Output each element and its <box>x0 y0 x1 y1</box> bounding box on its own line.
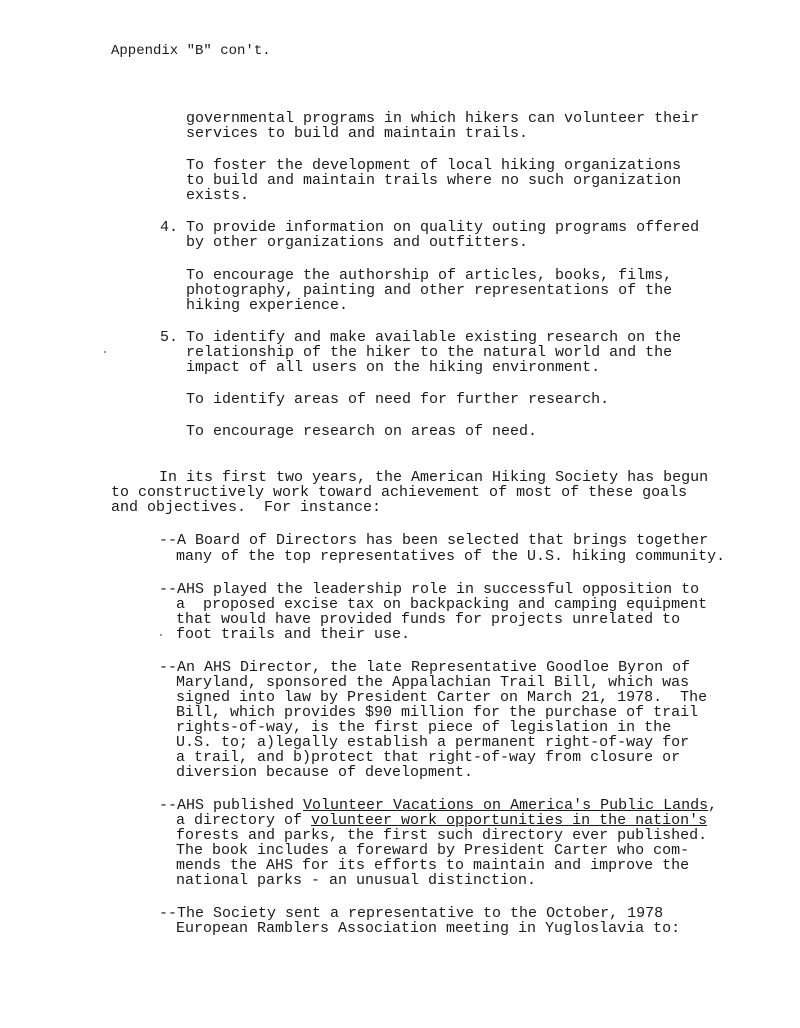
text-line: --An AHS Director, the late Representative Goodloe Byron of <box>159 659 691 676</box>
text-segment: a directory of <box>176 812 312 829</box>
text-line: hiking experience. <box>186 297 349 314</box>
text-line: forests and parks, the first such directory ever published. <box>176 827 708 844</box>
text-line: To encourage the authorship of articles, books, films, <box>186 267 673 284</box>
text-line: mends the AHS for its efforts to maintain and improve the <box>176 857 690 874</box>
scan-speck <box>160 634 162 636</box>
text-line: foot trails and their use. <box>176 626 411 643</box>
text-line: To encourage research on areas of need. <box>186 423 538 440</box>
text-line: rights-of-way, is the first piece of legislation in the <box>176 719 672 736</box>
text-line: relationship of the hiker to the natural world and the <box>186 344 673 361</box>
text-line: a trail, and b)protect that right-of-way from closure or <box>176 749 681 766</box>
text-line: to constructively work toward achievement of most of these goals <box>111 484 688 501</box>
text-line: To identify and make available existing research on the <box>186 329 682 346</box>
text-line: The book includes a foreward by President Carter who com- <box>176 842 690 859</box>
text-line <box>176 813 707 828</box>
text-line: To provide information on quality outing programs offered <box>186 219 700 236</box>
text-line: Bill, which provides $90 million for the purchase of trail <box>176 704 699 721</box>
text-line: U.S. to; a)legally establish a permanent right-of-way for <box>176 734 690 751</box>
text-line: governmental programs in which hikers can volunteer their <box>186 110 700 127</box>
scan-speck <box>104 351 106 353</box>
page-header: Appendix "B" con't. <box>111 43 271 59</box>
text-line: by other organizations and outfitters. <box>186 234 529 251</box>
text-segment: , <box>708 797 718 814</box>
book-title: Volunteer Vacations on America's Public Lands <box>303 797 709 814</box>
text-line: signed into law by President Carter on March 21, 1978. The <box>176 689 708 706</box>
text-line: that would have provided funds for projects unrelated to <box>176 611 681 628</box>
text-line: In its first two years, the American Hiking Society has begun <box>159 469 709 486</box>
text-line: services to build and maintain trails. <box>186 125 529 142</box>
text-segment: --AHS published <box>159 797 304 814</box>
text-line: impact of all users on the hiking environment. <box>186 359 601 376</box>
text-line: many of the top representatives of the U.S. hiking community. <box>176 548 726 565</box>
text-line: diversion because of development. <box>176 764 474 781</box>
text-line: --The Society sent a representative to the October, 1978 <box>159 905 664 922</box>
text-line: exists. <box>186 187 250 204</box>
text-line: a proposed excise tax on backpacking and camping equipment <box>176 596 708 613</box>
text-line: national parks - an unusual distinction. <box>176 872 537 889</box>
list-number: 4. <box>160 219 179 236</box>
underlined-phrase: volunteer work opportunities in the nation's <box>311 812 708 829</box>
text-line: and objectives. For instance: <box>111 499 382 516</box>
list-number: 5. <box>160 329 179 346</box>
text-line: To foster the development of local hiking organizations <box>186 157 682 174</box>
text-line: Maryland, sponsored the Appalachian Trail Bill, which was <box>176 674 690 691</box>
text-line <box>159 798 717 813</box>
text-line: photography, painting and other representations of the <box>186 282 673 299</box>
text-line: --A Board of Directors has been selected that brings together <box>159 532 709 549</box>
text-line: To identify areas of need for further research. <box>186 391 610 408</box>
text-line: European Ramblers Association meeting in Yugloslavia to: <box>176 920 681 937</box>
text-line: to build and maintain trails where no such organization <box>186 172 682 189</box>
text-line: --AHS played the leadership role in successful opposition to <box>159 581 700 598</box>
